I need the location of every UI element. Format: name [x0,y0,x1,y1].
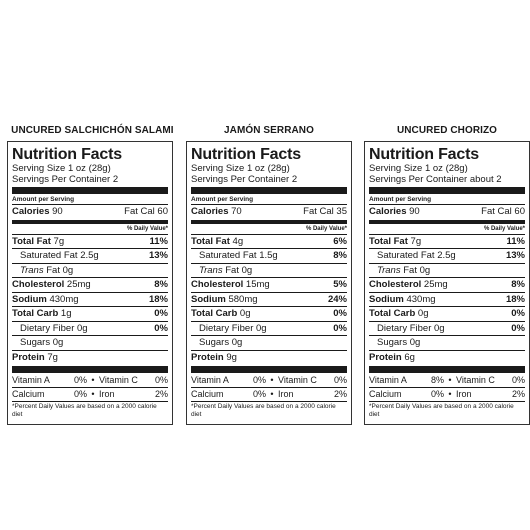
protein-row: Protein 9g [191,351,237,363]
calories-value: 70 [231,206,242,217]
mineral-row: Calcium 0% • Iron 2% [191,389,347,399]
bullet-separator: • [270,375,274,385]
vitamin-row: Vitamin A 8% • Vitamin C 0% [369,375,525,385]
bullet-separator: • [448,389,452,399]
mineral-row: Calcium 0% • Iron 2% [12,389,168,399]
total-carb-row: Total Carb 0g 0% [191,308,347,319]
sodium-row: Sodium 580mg 24% [191,293,347,305]
nutrition-facts-panel [364,141,530,425]
sugars-row: Sugars 0g [199,337,243,348]
medium-divider [12,220,168,224]
servings-per-container: Servings Per Container about 2 [369,174,502,185]
trans-fat-row: Trans Fat 0g [377,264,431,276]
vitamin-row: Vitamin A 0% • Vitamin C 0% [191,375,347,385]
nutrition-facts-panel [7,141,173,425]
medium-divider [369,220,525,224]
calories-row [191,205,347,219]
serving-size: Serving Size 1 oz (28g) [191,163,290,174]
cholesterol-row: Cholesterol 15mg 5% [191,279,347,290]
nutrition-facts-panel [186,141,352,425]
dietary-fiber-row: Dietary Fiber 0g 0% [377,322,525,334]
product-name: JAMÓN SERRANO [224,124,314,136]
cholesterol-row: Cholesterol 25mg 8% [12,279,168,290]
daily-value-footnote: *Percent Daily Values are based on a 2000 calorie diet [12,403,157,418]
product-name: UNCURED CHORIZO [396,124,498,136]
servings-per-container: Servings Per Container 2 [12,174,119,185]
thick-divider [12,187,168,194]
bullet-separator: • [91,375,95,385]
bullet-separator: • [91,389,95,399]
trans-fat-row: Trans Fat 0g [199,264,253,276]
calories-label: Calories [369,206,407,217]
dietary-fiber-row: Dietary Fiber 0g 0% [199,322,347,334]
thick-divider [369,366,525,373]
cholesterol-row: Cholesterol 25mg 8% [369,279,525,290]
product-column-jamon [186,124,352,425]
vitamin-row: Vitamin A 0% • Vitamin C 0% [12,375,168,385]
nutrition-facts-title: Nutrition Facts [12,146,122,163]
protein-row: Protein 6g [369,351,415,363]
dietary-fiber-row: Dietary Fiber 0g 0% [20,322,168,334]
mineral-row: Calcium 0% • Iron 2% [369,389,525,399]
bullet-separator: • [448,375,452,385]
fat-calories: Fat Cal 35 [303,206,347,217]
daily-value-header: % Daily Value* [126,225,168,232]
sodium-row: Sodium 430mg 18% [12,293,168,305]
protein-row: Protein 7g [12,351,58,363]
calories-label: Calories [12,206,50,217]
amount-per-serving-row: Amount per Serving [369,196,432,203]
calories-value: 90 [52,206,63,217]
calories-label: Calories [191,206,229,217]
thick-divider [191,187,347,194]
thick-divider [369,187,525,194]
thick-divider [12,366,168,373]
daily-value-header: % Daily Value* [305,225,347,232]
calories-row [369,205,525,219]
product-column-chorizo [364,124,530,425]
total-fat-row: Total Fat 7g 11% [12,235,168,247]
serving-size: Serving Size 1 oz (28g) [369,163,468,174]
total-carb-row: Total Carb 0g 0% [369,308,525,319]
daily-value-footnote: *Percent Daily Values are based on a 2000 calorie diet [191,403,336,418]
calories-value: 90 [409,206,420,217]
total-fat-row: Total Fat 7g 11% [369,235,525,247]
saturated-fat-row: Saturated Fat 1.5g 8% [199,250,347,261]
calories-row [12,205,168,219]
total-fat-row: Total Fat 4g 6% [191,235,347,247]
nutrition-facts-title: Nutrition Facts [369,146,479,163]
product-name: UNCURED SALCHICHÓN SALAMI [11,124,174,136]
fat-calories: Fat Cal 60 [124,206,168,217]
amount-per-serving-row: Amount per Serving [12,196,75,203]
daily-value-footnote: *Percent Daily Values are based on a 2000 calorie diet [369,403,514,418]
thick-divider [191,366,347,373]
amount-per-serving-row: Amount per Serving [191,196,254,203]
sugars-row: Sugars 0g [377,337,421,348]
fat-calories: Fat Cal 60 [481,206,525,217]
daily-value-header: % Daily Value* [483,225,525,232]
servings-per-container: Servings Per Container 2 [191,174,298,185]
medium-divider [191,220,347,224]
sodium-row: Sodium 430mg 18% [369,293,525,305]
serving-size: Serving Size 1 oz (28g) [12,163,111,174]
nutrition-facts-title: Nutrition Facts [191,146,301,163]
product-column-salchichon [7,124,173,425]
blank-header-area [0,0,530,122]
trans-fat-row: Trans Fat 0g [20,264,74,276]
sugars-row: Sugars 0g [20,337,64,348]
total-carb-row: Total Carb 1g 0% [12,308,168,319]
saturated-fat-row: Saturated Fat 2.5g 13% [377,250,525,261]
saturated-fat-row: Saturated Fat 2.5g 13% [20,250,168,261]
bullet-separator: • [270,389,274,399]
